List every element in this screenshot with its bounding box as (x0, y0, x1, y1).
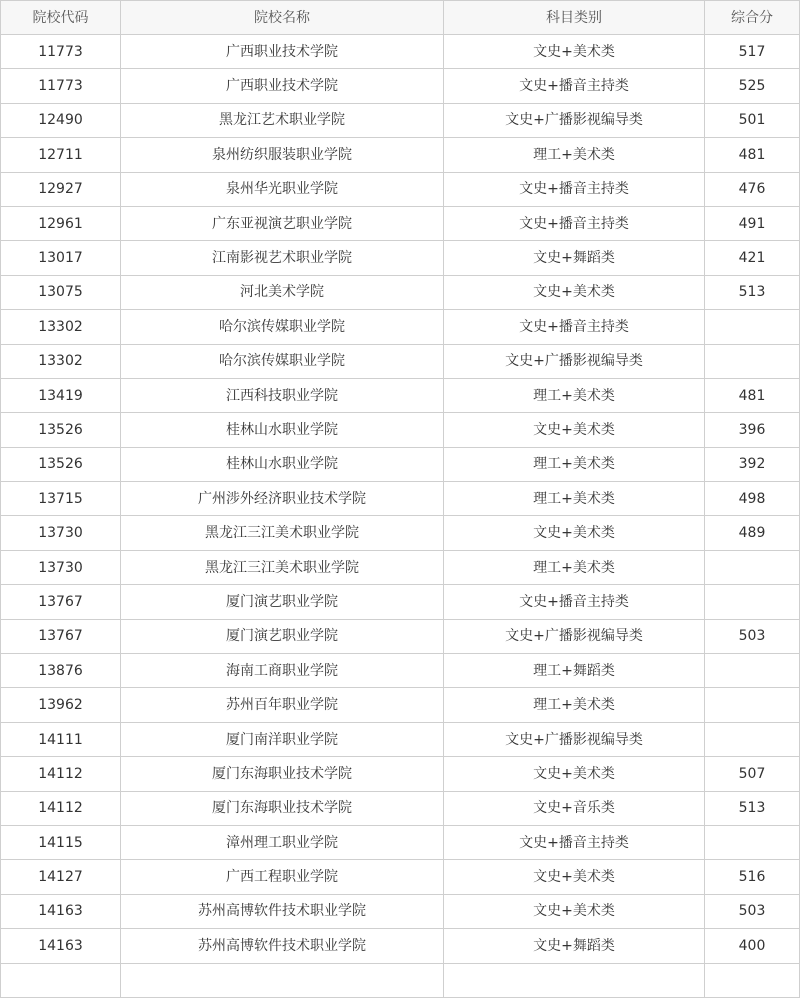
school-code-cell: 13075 (1, 275, 121, 309)
table-row (1, 825, 800, 859)
school-code-cell: 14127 (1, 860, 121, 894)
table-row (1, 103, 800, 137)
school-code-cell: 13876 (1, 654, 121, 688)
subject-category-cell: 文史+播音主持类 (444, 206, 705, 240)
subject-category-cell: 理工+美术类 (444, 138, 705, 172)
school-name-cell (121, 963, 444, 997)
table-row (1, 378, 800, 412)
total-score-cell (705, 825, 800, 859)
school-name-cell: 江南影视艺术职业学院 (121, 241, 444, 275)
school-name-cell: 苏州高博软件技术职业学院 (121, 894, 444, 928)
school-name-cell: 厦门演艺职业学院 (121, 585, 444, 619)
school-name-cell: 广西职业技术学院 (121, 35, 444, 69)
subject-category-cell: 文史+舞蹈类 (444, 241, 705, 275)
table-row (1, 35, 800, 69)
subject-category-cell: 理工+美术类 (444, 447, 705, 481)
subject-category-cell: 文史+美术类 (444, 275, 705, 309)
total-score-cell (705, 688, 800, 722)
table-row (1, 860, 800, 894)
school-name-cell: 广西职业技术学院 (121, 69, 444, 103)
subject-category-cell: 文史+美术类 (444, 860, 705, 894)
total-score-cell: 489 (705, 516, 800, 550)
total-score-cell: 400 (705, 929, 800, 963)
table-header (1, 1, 800, 35)
table-row (1, 894, 800, 928)
school-code-cell: 12711 (1, 138, 121, 172)
school-name-cell: 苏州高博软件技术职业学院 (121, 929, 444, 963)
total-score-cell (705, 550, 800, 584)
school-code-cell: 12961 (1, 206, 121, 240)
table-row (1, 413, 800, 447)
school-code-cell: 13730 (1, 516, 121, 550)
total-score-cell (705, 963, 800, 997)
total-score-cell: 525 (705, 69, 800, 103)
subject-category-cell: 文史+美术类 (444, 757, 705, 791)
school-code-cell (1, 963, 121, 997)
table-row (1, 963, 800, 997)
table-row (1, 757, 800, 791)
school-code-cell: 13962 (1, 688, 121, 722)
total-score-cell (705, 722, 800, 756)
subject-category-cell: 理工+舞蹈类 (444, 654, 705, 688)
school-code-cell: 14163 (1, 929, 121, 963)
school-code-cell: 14112 (1, 757, 121, 791)
total-score-cell: 491 (705, 206, 800, 240)
total-score-cell (705, 344, 800, 378)
total-score-cell: 507 (705, 757, 800, 791)
total-score-cell: 421 (705, 241, 800, 275)
subject-category-cell: 文史+美术类 (444, 894, 705, 928)
table-body (1, 35, 800, 998)
subject-category-cell: 理工+美术类 (444, 378, 705, 412)
school-name-cell: 广西工程职业学院 (121, 860, 444, 894)
subject-category-cell (444, 963, 705, 997)
school-code-cell: 13767 (1, 619, 121, 653)
school-code-cell: 11773 (1, 35, 121, 69)
total-score-cell: 481 (705, 378, 800, 412)
total-score-cell: 396 (705, 413, 800, 447)
school-name-cell: 厦门南洋职业学院 (121, 722, 444, 756)
table-row (1, 241, 800, 275)
subject-category-cell: 文史+播音主持类 (444, 310, 705, 344)
school-code-cell: 14115 (1, 825, 121, 859)
school-code-cell: 12927 (1, 172, 121, 206)
school-code-cell: 14163 (1, 894, 121, 928)
subject-category-cell: 文史+播音主持类 (444, 825, 705, 859)
subject-category-cell: 文史+广播影视编导类 (444, 344, 705, 378)
school-name-cell: 江西科技职业学院 (121, 378, 444, 412)
school-name-cell: 厦门东海职业技术学院 (121, 757, 444, 791)
total-score-cell: 481 (705, 138, 800, 172)
school-name-cell: 泉州纺织服装职业学院 (121, 138, 444, 172)
total-score-cell: 498 (705, 482, 800, 516)
school-code-cell: 13419 (1, 378, 121, 412)
total-score-cell: 501 (705, 103, 800, 137)
subject-category-cell: 文史+美术类 (444, 413, 705, 447)
total-score-cell (705, 654, 800, 688)
table-row (1, 344, 800, 378)
table-row (1, 206, 800, 240)
table-row (1, 69, 800, 103)
header-subject-category: 科目类别 (444, 1, 705, 35)
school-code-cell: 13526 (1, 413, 121, 447)
subject-category-cell: 文史+音乐类 (444, 791, 705, 825)
table-row (1, 722, 800, 756)
total-score-cell: 476 (705, 172, 800, 206)
subject-category-cell: 理工+美术类 (444, 688, 705, 722)
school-name-cell: 黑龙江艺术职业学院 (121, 103, 444, 137)
table-row (1, 688, 800, 722)
subject-category-cell: 文史+美术类 (444, 516, 705, 550)
school-name-cell: 厦门东海职业技术学院 (121, 791, 444, 825)
total-score-cell: 503 (705, 619, 800, 653)
table-row (1, 275, 800, 309)
table-row (1, 482, 800, 516)
school-code-cell: 13302 (1, 344, 121, 378)
header-total-score: 综合分 (705, 1, 800, 35)
total-score-cell: 503 (705, 894, 800, 928)
school-name-cell: 苏州百年职业学院 (121, 688, 444, 722)
total-score-cell: 517 (705, 35, 800, 69)
subject-category-cell: 理工+美术类 (444, 550, 705, 584)
subject-category-cell: 文史+播音主持类 (444, 585, 705, 619)
subject-category-cell: 文史+美术类 (444, 35, 705, 69)
table-row (1, 138, 800, 172)
table-row (1, 447, 800, 481)
table-row (1, 516, 800, 550)
school-name-cell: 海南工商职业学院 (121, 654, 444, 688)
school-code-cell: 13017 (1, 241, 121, 275)
subject-category-cell: 文史+广播影视编导类 (444, 619, 705, 653)
school-code-cell: 14112 (1, 791, 121, 825)
table-row (1, 172, 800, 206)
subject-category-cell: 文史+播音主持类 (444, 69, 705, 103)
school-name-cell: 哈尔滨传媒职业学院 (121, 344, 444, 378)
school-name-cell: 黑龙江三江美术职业学院 (121, 550, 444, 584)
school-name-cell: 桂林山水职业学院 (121, 413, 444, 447)
school-code-cell: 11773 (1, 69, 121, 103)
school-code-cell: 13302 (1, 310, 121, 344)
school-code-cell: 13730 (1, 550, 121, 584)
header-row (1, 1, 800, 35)
total-score-cell (705, 310, 800, 344)
table-row (1, 791, 800, 825)
total-score-cell: 516 (705, 860, 800, 894)
table-row (1, 550, 800, 584)
school-code-cell: 12490 (1, 103, 121, 137)
school-name-cell: 广州涉外经济职业技术学院 (121, 482, 444, 516)
school-code-cell: 14111 (1, 722, 121, 756)
total-score-cell: 513 (705, 791, 800, 825)
subject-category-cell: 文史+广播影视编导类 (444, 103, 705, 137)
table-row (1, 585, 800, 619)
school-name-cell: 河北美术学院 (121, 275, 444, 309)
total-score-cell: 392 (705, 447, 800, 481)
table-row (1, 929, 800, 963)
school-name-cell: 桂林山水职业学院 (121, 447, 444, 481)
school-name-cell: 黑龙江三江美术职业学院 (121, 516, 444, 550)
header-school-code: 院校代码 (1, 1, 121, 35)
subject-category-cell: 文史+舞蹈类 (444, 929, 705, 963)
school-code-cell: 13767 (1, 585, 121, 619)
subject-category-cell: 文史+播音主持类 (444, 172, 705, 206)
subject-category-cell: 理工+美术类 (444, 482, 705, 516)
school-name-cell: 广东亚视演艺职业学院 (121, 206, 444, 240)
school-name-cell: 泉州华光职业学院 (121, 172, 444, 206)
header-school-name: 院校名称 (121, 1, 444, 35)
total-score-cell (705, 585, 800, 619)
table-row (1, 619, 800, 653)
school-code-cell: 13526 (1, 447, 121, 481)
total-score-cell: 513 (705, 275, 800, 309)
table-row (1, 310, 800, 344)
school-name-cell: 漳州理工职业学院 (121, 825, 444, 859)
school-name-cell: 厦门演艺职业学院 (121, 619, 444, 653)
table-row (1, 654, 800, 688)
subject-category-cell: 文史+广播影视编导类 (444, 722, 705, 756)
school-code-cell: 13715 (1, 482, 121, 516)
school-name-cell: 哈尔滨传媒职业学院 (121, 310, 444, 344)
